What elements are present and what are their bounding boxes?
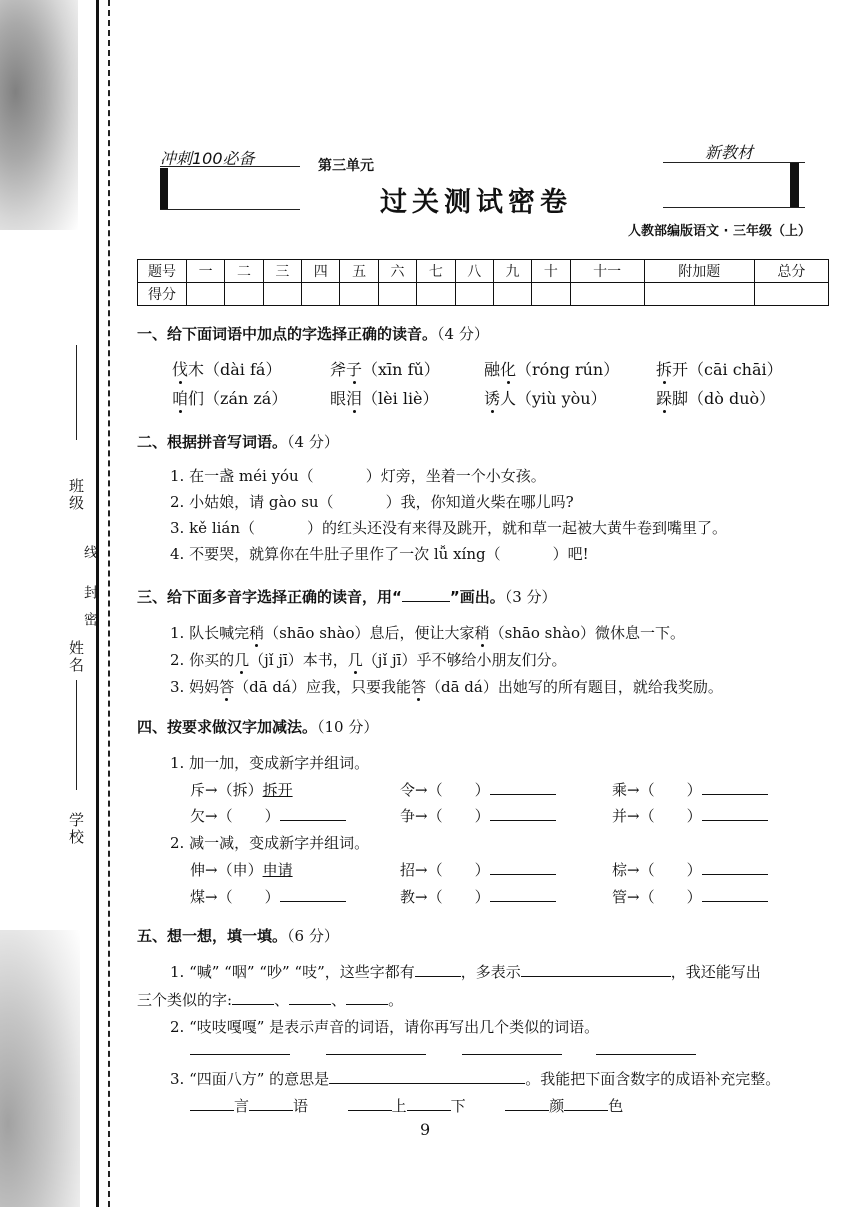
brand-label: 冲刺100必备 [160,149,255,168]
question-5-3: 3. “四面八方” 的意思是 。我能把下面含数字的成语补充完整。 [170,1070,781,1088]
score-cell[interactable] [225,283,263,306]
class-blank [76,345,77,440]
score-cell[interactable] [455,283,493,306]
add-item[interactable]: 欠→（ ） [190,805,346,826]
idiom-blanks: 言 语 上 下 颜 色 [190,1095,623,1116]
edition-label: 人教部编版语文 · 三年级（上） [628,224,811,239]
page-title: 过关测试密卷 [380,187,572,218]
cut-line [108,0,110,1207]
col-8: 八 [455,260,493,283]
score-table [137,259,829,306]
col-2: 二 [225,260,263,283]
question-5-2: 2. “吱吱嘎嘎” 是表示声音的词语，请你再写出几个类似的词语。 [170,1018,600,1036]
subtract-item[interactable]: 招→（ ） [400,859,556,880]
score-cell[interactable] [187,283,225,306]
answer-line[interactable] [190,1054,290,1055]
col-bonus: 附加题 [644,260,754,283]
score-cell[interactable] [570,283,644,306]
answer-blank[interactable] [190,1096,234,1111]
answer-blank[interactable] [564,1096,608,1111]
answer-line[interactable] [596,1054,696,1055]
sub-question-add: 1. 加一加，变成新字并组词。 [170,754,370,772]
answer-blank[interactable] [407,1096,451,1111]
section-2-title: 二、根据拼音写词语。（4 分） [137,433,339,451]
score-cell[interactable] [754,283,828,306]
question-2-2: 2. 小姑娘，请 gào su（ ）我，你知道火柴在哪儿吗? [170,493,574,511]
header-rule-right [663,207,805,208]
seal-mark-xian: 线 [82,545,98,559]
sub-question-subtract: 2. 减一减，变成新字并组词。 [170,834,370,852]
answer-blank[interactable] [232,990,274,1005]
answer-blank[interactable] [415,962,461,977]
subtract-item[interactable]: 棕→（ ） [612,859,768,880]
subtract-item[interactable]: 煤→（ ） [190,886,346,907]
section-4-title: 四、按要求做汉字加减法。（10 分） [137,718,379,736]
page-number: 9 [420,1120,431,1139]
pinyin-choice[interactable]: 跺脚（dò duò） [656,389,776,408]
header-rule-right-top [663,162,805,163]
col-10: 十 [532,260,570,283]
answer-blank[interactable] [289,990,331,1005]
col-7: 七 [417,260,455,283]
answer-blank[interactable] [521,962,671,977]
answer-blank[interactable] [346,990,388,1005]
add-item[interactable]: 并→（ ） [612,805,768,826]
pinyin-choice[interactable]: 斧子（xīn fǔ） [330,360,440,379]
question-3-3[interactable]: 3. 妈妈答（dā dá）应我，只要我能答（dā dá）出她写的所有题目，就给我奖励。 [170,678,723,696]
section-5-title: 五、想一想，填一填。（6 分） [137,927,339,945]
col-11: 十一 [570,260,644,283]
seal-mark-feng: 封 [82,585,98,599]
add-item[interactable]: 乘→（ ） [612,779,768,800]
score-cell[interactable] [493,283,531,306]
pinyin-choice[interactable]: 融化（róng rún） [484,360,620,379]
pinyin-choice[interactable]: 拆开（cāi chāi） [656,360,783,379]
score-cell[interactable] [417,283,455,306]
section-3-title: 三、给下面多音字选择正确的读音，用“ ”画出。（3 分） [137,588,557,606]
col-9: 九 [493,260,531,283]
pinyin-choice[interactable]: 咱们（zán zá） [172,389,288,408]
seal-mark-mi: 密 [82,612,98,626]
question-2-3: 3. kě lián（ ）的红头还没有来得及跳开，就和草一起被大黄牛卷到嘴里了。 [170,519,728,537]
score-cell[interactable] [532,283,570,306]
score-cell[interactable] [340,283,378,306]
question-5-1-cont: 三个类似的字: 、 、 。 [137,991,404,1009]
score-label: 得分 [138,283,187,306]
scan-shadow-bottom [0,930,80,1207]
answer-blank[interactable] [329,1069,525,1084]
question-2-4: 4. 不要哭，就算你在牛肚子里作了一次 lǚ xíng（ ）吧! [170,545,589,563]
new-textbook-label: 新教材 [705,143,754,162]
score-cell[interactable] [644,283,754,306]
name-label: 姓名 [67,640,85,674]
score-cell[interactable] [263,283,301,306]
subtract-item[interactable]: 教→（ ） [400,886,556,907]
question-5-1: 1. “喊” “咽” “吵” “吱”，这些字都有 ，多表示 ，我还能写出 [170,963,761,981]
add-example: 斥→（拆）拆开 [190,781,293,799]
pinyin-choice[interactable]: 诱人（yiù yòu） [484,389,607,408]
binding-line [96,0,99,1207]
answer-line[interactable] [326,1054,426,1055]
answer-blank[interactable] [505,1096,549,1111]
add-item[interactable]: 争→（ ） [400,805,556,826]
subtract-item[interactable]: 管→（ ） [612,886,768,907]
score-cell[interactable] [378,283,416,306]
school-label: 学校 [67,812,85,846]
header-bar-right [790,163,799,207]
pinyin-choice[interactable]: 眼泪（lèi liè） [330,389,439,408]
scan-shadow-top [0,0,78,230]
question-2-1: 1. 在一盏 méi yóu（ ）灯旁，坐着一个小女孩。 [170,467,546,485]
col-3: 三 [263,260,301,283]
question-3-2[interactable]: 2. 你买的几（jǐ jī）本书，几（jǐ jī）乎不够给小朋友们分。 [170,651,567,669]
answer-blank[interactable] [348,1096,392,1111]
class-label: 班级 [67,478,85,512]
brand-rule [160,166,300,167]
score-table-header-row [138,260,829,283]
section-1-title: 一、给下面词语中加点的字选择正确的读音。（4 分） [137,325,489,343]
question-number-label: 题号 [138,260,187,283]
col-6: 六 [378,260,416,283]
col-1: 一 [187,260,225,283]
col-5: 五 [340,260,378,283]
answer-line[interactable] [462,1054,562,1055]
unit-label: 第三单元 [318,158,374,174]
col-total: 总分 [754,260,828,283]
header-rule-left [160,209,300,210]
school-blank [76,690,77,790]
header-bar-left [160,168,168,210]
pinyin-choice[interactable]: 伐木（dài fá） [172,360,282,379]
score-cell[interactable] [302,283,340,306]
question-3-1[interactable]: 1. 队长喊完稍（shāo shào）息后，便让大家稍（shāo shào）微休息一下。 [170,624,685,642]
add-item[interactable]: 令→（ ） [400,779,556,800]
col-4: 四 [302,260,340,283]
answer-blank[interactable] [249,1096,293,1111]
score-table-score-row [138,283,829,306]
underline-sample [402,587,450,602]
subtract-example: 伸→（申）申请 [190,861,293,879]
